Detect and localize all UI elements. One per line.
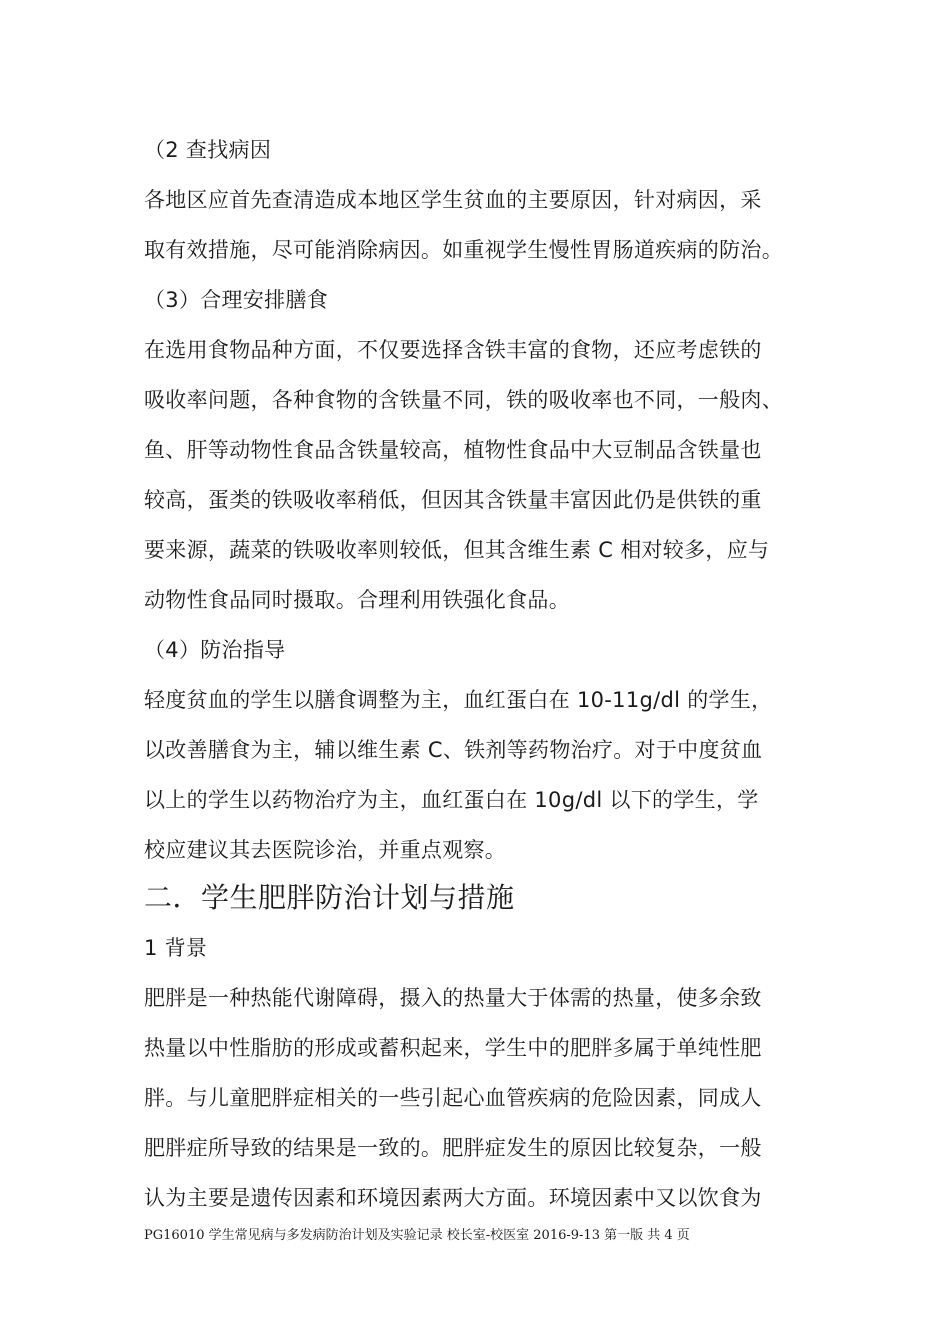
- paragraph-line: 动物性食品同时摄取。合理利用铁强化食品。: [144, 588, 570, 612]
- paragraph-line: 鱼、肝等动物性食品含铁量较高，植物性食品中大豆制品含铁量也: [144, 438, 762, 462]
- paragraph-line: 各地区应首先查清造成本地区学生贫血的主要原因，针对病因，采: [144, 188, 762, 212]
- paragraph-line: 认为主要是遗传因素和环境因素两大方面。环境因素中又以饮食为: [144, 1186, 762, 1210]
- paragraph-line: 较高，蛋类的铁吸收率稍低，但因其含铁量丰富因此仍是供铁的重: [144, 488, 762, 512]
- paragraph-line: 以上的学生以药物治疗为主，血红蛋白在 10g/dl 以下的学生，学: [144, 788, 759, 812]
- paragraph-line: 肥胖是一种热能代谢障碍，摄入的热量大于体需的热量，使多余致: [144, 986, 762, 1010]
- subsection-title-guidance: （4）防治指导: [144, 638, 286, 662]
- page-footer: PG16010 学生常见病与多发病防治计划及实验记录 校长室-校医室 2016-9-13 第一版 共 4 页: [144, 1228, 690, 1243]
- paragraph-line: 吸收率问题，各种食物的含铁量不同，铁的吸收率也不同，一般肉、: [144, 388, 783, 412]
- subsection-title-diet: （3）合理安排膳食: [144, 288, 329, 312]
- paragraph-line: 热量以中性脂肪的形成或蓄积起来，学生中的肥胖多属于单纯性肥: [144, 1036, 762, 1060]
- subsection-title-find-cause: （2 查找病因: [144, 138, 272, 162]
- paragraph-line: 校应建议其去医院诊治，并重点观察。: [144, 838, 507, 862]
- paragraph-line: 肥胖症所导致的结果是一致的。肥胖症发生的原因比较复杂，一般: [144, 1136, 762, 1160]
- subsection-title-background: 1 背景: [144, 936, 208, 960]
- paragraph-line: 取有效措施，尽可能消除病因。如重视学生慢性胃肠道疾病的防治。: [144, 238, 783, 262]
- paragraph-line: 胖。与儿童肥胖症相关的一些引起心血管疾病的危险因素，同成人: [144, 1086, 762, 1110]
- section-heading: 二．学生肥胖防治计划与措施: [144, 881, 515, 914]
- paragraph-line: 要来源，蔬菜的铁吸收率则较低，但其含维生素 C 相对较多，应与: [144, 538, 770, 562]
- paragraph-line: 轻度贫血的学生以膳食调整为主，血红蛋白在 10-11g/dl 的学生，: [144, 688, 773, 712]
- paragraph-line: 以改善膳食为主，辅以维生素 C、铁剂等药物治疗。对于中度贫血: [144, 738, 763, 762]
- paragraph-line: 在选用食物品种方面，不仅要选择含铁丰富的食物，还应考虑铁的: [144, 338, 762, 362]
